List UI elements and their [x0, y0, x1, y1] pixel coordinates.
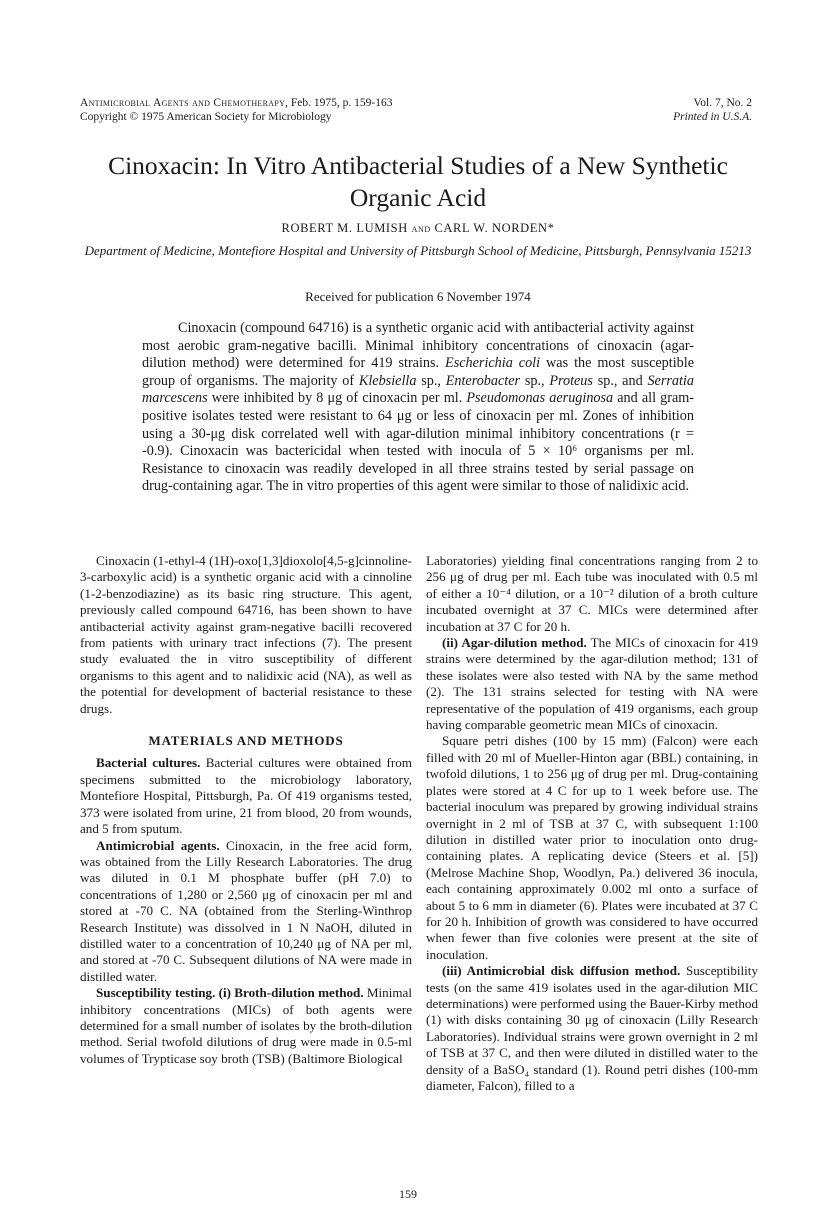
section-heading: MATERIALS AND METHODS: [148, 733, 344, 749]
running-header-left: [80, 96, 393, 124]
journal-citation: , Feb. 1975, p. 159-163: [285, 97, 393, 109]
abstract-text: sp.,: [416, 372, 446, 389]
page-number: 159: [399, 1187, 417, 1201]
printed-in: Printed in U.S.A.: [673, 111, 752, 123]
paragraph-text: Susceptibility tests (on the same 419 isolates used in the agar-dilution MIC determinations) were performed using the Bauer-Kirby method (1) with disks containing 30 μg of cinoxacin (Lilly Research Laboratories). Individual strains were grown overnight in 2 ml of TSB at 37 C, and then were diluted in distilled water to the density of a BaSO₄ standard (1). Round petri dishes (100-mm diameter, Falcon), filled to a: [426, 963, 758, 1093]
right-column: [426, 553, 758, 1094]
abstract-text: were inhibited by 8 μg of cinoxacin per ml.: [207, 390, 467, 407]
article-title: Cinoxacin: In Vitro Antibacterial Studies of a New Synthetic Organic Acid: [108, 151, 728, 212]
organism-name: Serratia marcescens: [142, 372, 694, 407]
paragraph-text: Bacterial cultures were obtained from specimens submitted to the microbiology laboratory, Montefiore Hospital, Pittsburgh, Pa. Of 419 organisms tested, 373 were isolated from urine, 21 from blood, 20 from wounds, and 5 from sputum.: [80, 755, 412, 837]
paragraph-agents: [80, 838, 412, 986]
paragraph-continued: Laboratories) yielding final concentrations ranging from 2 to 256 μg of drug per ml. Each tube was inoculated with 0.5 ml of either a 10⁻⁴ dilution, or a 10⁻² dilution of a broth culture incubated overnight at 37 C. MICs were determined after incubation at 37 C for 20 h.: [426, 553, 758, 634]
paragraph-text: The MICs of cinoxacin for 419 strains were determined by the agar-dilution method; 131 of these isolates were also tested with NA by the same method (2). The 131 strains selected for testing with NA were representative of the population of 419 organisms, each group having comparable geometric mean MICs of cinoxacin.: [426, 635, 758, 733]
paragraph-petri: Square petri dishes (100 by 15 mm) (Falcon) were each filled with 20 ml of Mueller-Hinton agar (BBL) containing, in twofold dilutions, 1 to 256 μg of drug per ml. Drug-containing plates were stored at 4 C for up to 1 week before use. The bacterial inoculum was prepared by growing individual strains overnight in 2 ml of TSB at 37 C, with subsequent 1:100 dilution in distilled water prior to inoculation onto drug-containing plates. A replicating device (Steers et al. [5]) (Melrose Machine Shop, Woodlyn, Pa.) delivered 36 inocula, each containing approximately 0.002 ml onto a surface of about 5 to 6 mm in diameter (6). Plates were incubated at 37 C for 20 h. Inhibition of growth was considered to have occurred when fewer than five colonies were present at the site of inoculation.: [426, 733, 758, 962]
organism-name: Enterobacter: [445, 372, 521, 389]
organism-name: Proteus: [549, 372, 593, 389]
journal-name: Antimicrobial Agents and Chemotherapy: [80, 97, 286, 109]
volume-issue: Vol. 7, No. 2: [693, 97, 752, 109]
abstract-text: Cinoxacin (compound 64716) is a synthetic organic acid with antibacterial activity against most aerobic gram-negative bacilli. Minimal inhibitory concentrations of cinoxacin (agar-dilution method) were determined for 419 strains.: [142, 320, 694, 372]
paragraph-cultures: [80, 755, 412, 837]
paragraph-text: Minimal inhibitory concentrations (MICs) of both agents were determined for a small number of isolates by the broth-dilution method. Serial twofold dilutions of drug were made in 0.5-ml volumes of Trypticase soy broth (TSB) (Baltimore Biological: [80, 985, 412, 1066]
run-in-heading: (ii) Agar-dilution method.: [442, 635, 587, 651]
author-line: [80, 221, 756, 236]
paragraph-agar-dilution: [426, 635, 758, 733]
paragraph-susceptibility: [80, 985, 412, 1067]
abstract: [142, 320, 694, 496]
author-second: CARL W. NORDEN*: [434, 221, 555, 235]
received-date: Received for publication 6 November 1974: [305, 289, 531, 304]
abstract-text: was the most susceptible group of organisms. The majority of: [142, 355, 694, 389]
author-first: ROBERT M. LUMISH: [281, 221, 408, 235]
organism-name: Escherichia coli: [445, 355, 541, 372]
intro-paragraph: Cinoxacin (1-ethyl-4 (1H)-oxo[1,3]dioxolo[4,5-g]cinnoline-3-carboxylic acid) is a synthetic organic acid with a cinnoline (1-2-benzodiazine) as its basic ring structure. This agent, previously called compound 64716, has been shown to have antibacterial activity against gram-negative bacilli recovered from patients with urinary tract infections (7). The present study evaluated the in vitro susceptibility of different organisms to this agent and to nalidixic acid (NA), as well as the potential for development of bacterial resistance to these drugs.: [80, 553, 412, 716]
abstract-text: sp., and: [592, 372, 648, 389]
abstract-text: sp.,: [520, 372, 550, 389]
organism-name: Pseudomonas aeruginosa: [466, 390, 614, 407]
affiliation: Department of Medicine, Montefiore Hospital and University of Pittsburgh School of Medicine, Pittsburgh, Pennsylvania 15213: [84, 243, 752, 258]
run-in-heading: Antimicrobial agents.: [96, 837, 220, 853]
paragraph-text: Cinoxacin, in the free acid form, was obtained from the Lilly Research Laboratories. The drug was diluted in 0.1 M phosphate buffer (pH 7.0) to concentrations of 1,280 or 2,560 μg of cinoxacin per ml and stored at -70 C. NA (obtained from the Sterling-Winthrop Research Institute) was dissolved in 1 N NaOH, diluted in distilled water to a concentration of 10,240 μg of NA per ml, and stored at -70 C. Subsequent dilutions of NA were made in distilled water.: [80, 837, 412, 984]
running-header-right: [673, 96, 752, 124]
left-column: [80, 553, 412, 1067]
run-in-heading: Susceptibility testing. (i) Broth-dilution method.: [96, 985, 364, 1001]
organism-name: Klebsiella: [358, 372, 417, 389]
copyright-line: Copyright © 1975 American Society for Microbiology: [80, 111, 332, 123]
abstract-text: and all gram-positive isolates tested were resistant to 64 μg or less of cinoxacin per ml. Zones of inhibition using a 30-μg disk correlated well with agar-dilution minimal inhibitory concentrations (r = -0.9). Cinoxacin was bactericidal when tested with inocula of 5 × 10⁶ organisms per ml. Resistance to cinoxacin was readily developed in all three strains tested by serial passage on drug-containing agar. The in vitro properties of this agent were similar to those of nalidixic acid.: [142, 390, 695, 495]
run-in-heading: Bacterial cultures.: [96, 755, 201, 771]
run-in-heading: (iii) Antimicrobial disk diffusion method.: [442, 963, 681, 979]
author-conjunction: and: [411, 223, 431, 235]
paragraph-disk-diffusion: [426, 963, 758, 1094]
